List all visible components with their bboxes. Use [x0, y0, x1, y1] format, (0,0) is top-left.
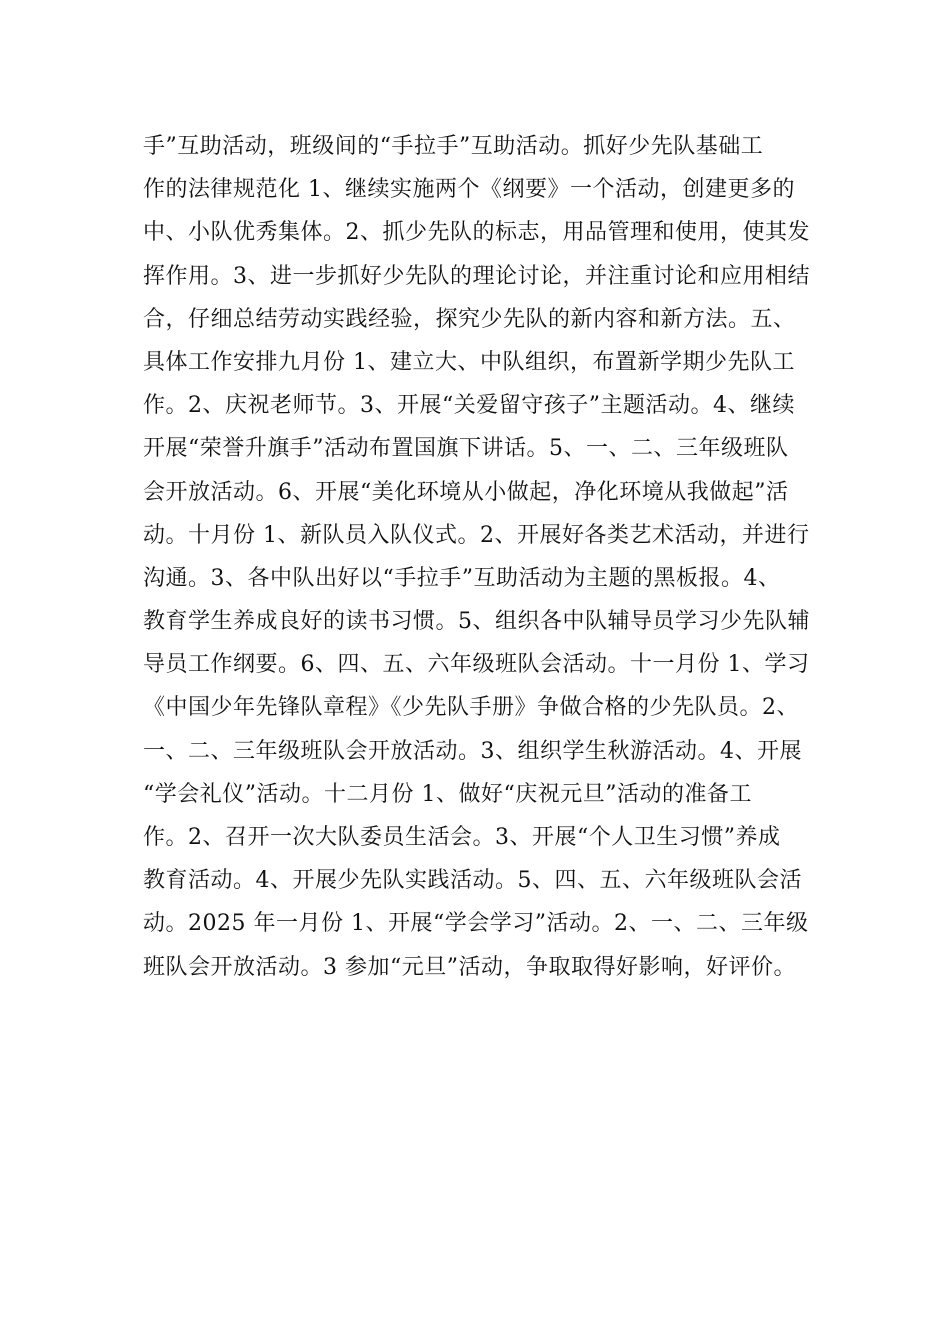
text-line: 导员工作纲要。6、四、五、六年级班队会活动。十一月份 1、学习: [143, 652, 810, 678]
text-line: 班队会开放活动。3 参加“元旦”活动，争取取得好影响，好评价。: [143, 954, 796, 980]
text-line: 会开放活动。6、开展“美化环境从小做起，净化环境从我做起”活: [143, 479, 789, 505]
text-line: 合，仔细总结劳动实践经验，探究少先队的新内容和新方法。五、: [143, 306, 796, 332]
text-line: 作。2、召开一次大队委员生活会。3、开展“个人卫生习惯”养成: [143, 825, 781, 850]
text-line: 作的法律规范化 1、继续实施两个《纲要》一个活动，创建更多的: [143, 177, 795, 203]
text-line: 挥作用。3、进一步抓好少先队的理论讨论，并注重讨论和应用相结: [143, 263, 810, 289]
text-line: 《中国少年先锋队章程》《少先队手册》争做合格的少先队员。2、: [143, 695, 799, 721]
text-line: 手”互助活动，班级间的“手拉手”互助活动。抓好少先队基础工: [143, 134, 764, 159]
text-line: 中、小队优秀集体。2、抓少先队的标志，用品管理和使用，使其发: [143, 220, 810, 246]
text-line: 沟通。3、各中队出好以“手拉手”互助活动为主题的黑板报。4、: [143, 565, 781, 591]
text-line: 作。2、庆祝老师节。3、开展“关爱留守孩子”主题活动。4、继续: [143, 393, 795, 419]
text-line: 教育活动。4、开展少先队实践活动。5、四、五、六年级班队会活: [143, 868, 802, 894]
body-text: [143, 125, 823, 989]
text-line: 开展“荣誉升旗手”活动布置国旗下讲话。5、一、二、三年级班队: [143, 436, 789, 462]
text-line: 具体工作安排九月份 1、建立大、中队组织，布置新学期少先队工: [143, 349, 795, 375]
text-line: “学会礼仪”活动。十二月份 1、做好“庆祝元旦”活动的准备工: [143, 781, 752, 807]
text-line: 一、二、三年级班队会开放活动。3、组织学生秋游活动。4、开展: [143, 738, 802, 764]
text-line: 动。2025 年一月份 1、开展“学会学习”活动。2、一、二、三年级: [143, 911, 809, 937]
text-line: 动。十月份 1、新队员入队仪式。2、开展好各类艺术活动，并进行: [143, 522, 810, 548]
text-line: 教育学生养成良好的读书习惯。5、组织各中队辅导员学习少先队辅: [143, 609, 810, 635]
